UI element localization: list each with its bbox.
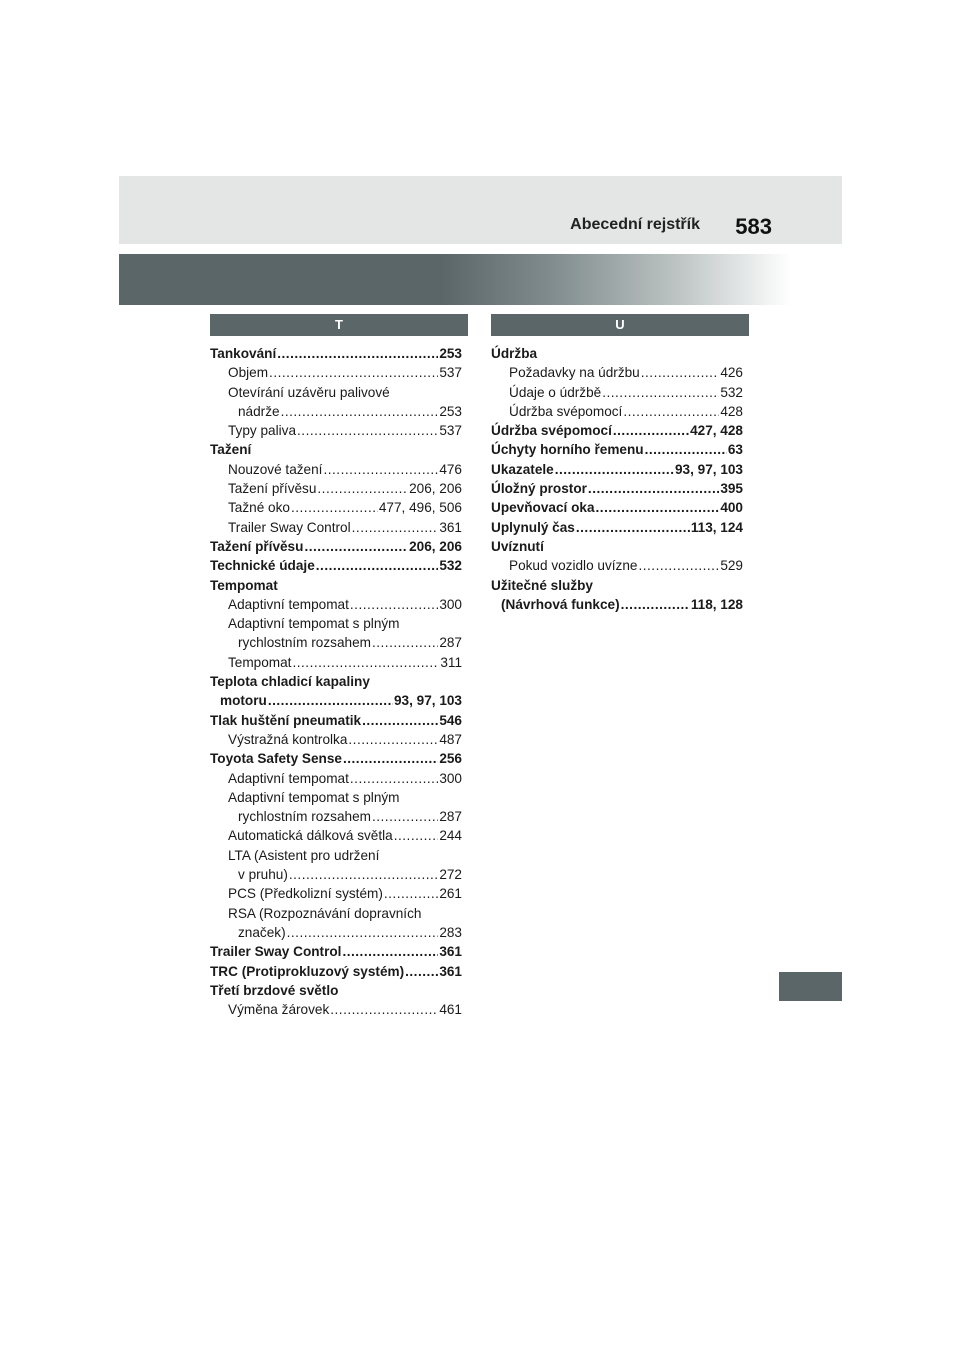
index-entry-label: Adaptivní tempomat [228, 596, 349, 612]
index-entry-label: Třetí brzdové světlo [210, 982, 339, 998]
index-entry [210, 363, 462, 382]
index-entry-label: Otevírání uzávěru palivové [228, 384, 390, 400]
index-entry-label: Technické údaje [210, 558, 315, 574]
thumb-index-tab [779, 972, 842, 1001]
index-entry-label: Tažení přívěsu [210, 538, 304, 554]
dot-leader [638, 556, 719, 575]
index-entry [210, 826, 462, 845]
index-entry-label: Uplynulý čas [491, 519, 575, 535]
index-entry-label: Užitečné služby [491, 577, 593, 593]
dot-leader [289, 865, 438, 884]
index-entry-page: 300 [439, 596, 462, 612]
dot-leader [281, 402, 439, 421]
index-entry-page: 361 [439, 519, 462, 535]
index-entry-page: 426 [720, 365, 743, 381]
index-entry-label: v pruhu) [238, 867, 288, 883]
index-entry [210, 923, 462, 942]
index-entry-label: Tažení [210, 442, 252, 458]
index-entry [210, 537, 462, 556]
index-entry-label: nádrže [238, 403, 280, 419]
index-entry-page: 283 [439, 924, 462, 940]
index-entry [210, 440, 462, 459]
index-entry-page: 256 [439, 751, 462, 767]
index-entry-page: 118, 128 [690, 596, 743, 612]
index-entry-label: Údaje o údržbě [509, 384, 602, 400]
dot-leader [576, 518, 690, 537]
index-entry-label: Trailer Sway Control [210, 944, 342, 960]
dot-leader [291, 498, 378, 517]
index-entry [210, 421, 462, 440]
dot-leader [277, 344, 438, 363]
index-entry-page: 529 [720, 558, 743, 574]
index-entry [210, 383, 462, 402]
index-column-u [491, 344, 743, 614]
index-entry [210, 344, 462, 363]
index-entry [210, 942, 462, 961]
dot-leader [645, 440, 727, 459]
index-entry-label: Tlak huštění pneumatik [210, 712, 362, 728]
index-entry [210, 479, 462, 498]
index-entry [491, 595, 743, 614]
index-entry-label: Toyota Safety Sense [210, 751, 342, 767]
index-entry-page: 253 [439, 346, 462, 361]
dot-leader [292, 653, 439, 672]
index-entry-label: Údržba [491, 346, 538, 361]
index-entry-page: 537 [439, 365, 462, 381]
index-entry [210, 1000, 462, 1019]
section-letter-t: T [210, 314, 468, 336]
dot-leader [287, 923, 439, 942]
index-entry-page: 487 [439, 731, 462, 747]
dot-leader [350, 769, 438, 788]
index-entry-page: 206, 206 [409, 538, 462, 554]
index-entry-label: Údržba svépomocí [491, 423, 612, 439]
index-entry-page: 427, 428 [690, 423, 743, 439]
index-entry-page: 395 [720, 481, 743, 497]
index-entry-page: 253 [439, 403, 462, 419]
index-entry [210, 865, 462, 884]
index-entry [210, 614, 462, 633]
index-entry-page: 63 [727, 442, 743, 458]
dot-leader [602, 383, 719, 402]
dot-leader [372, 633, 438, 652]
index-entry-label: Pokud vozidlo uvízne [509, 558, 638, 574]
index-entry [210, 807, 462, 826]
index-entry [210, 402, 462, 421]
index-entry [491, 344, 743, 363]
index-entry [491, 537, 743, 556]
dot-leader [348, 730, 438, 749]
index-column-t [210, 344, 462, 1019]
index-entry-page: 428 [720, 403, 743, 419]
index-entry-page: 93, 97, 103 [674, 461, 743, 477]
index-entry [210, 711, 462, 730]
index-entry-label: Automatická dálková světla [228, 828, 393, 844]
index-entry-label: LTA (Asistent pro udržení [228, 847, 380, 863]
section-letter-u: U [491, 314, 749, 336]
index-entry-page: 361 [439, 963, 462, 979]
index-entry [210, 788, 462, 807]
index-entry-page: 400 [720, 500, 743, 516]
dot-leader [384, 884, 438, 903]
index-entry-page: 311 [440, 654, 462, 670]
index-entry-label: Výstražná kontrolka [228, 731, 348, 747]
index-entry [210, 962, 462, 981]
index-entry [210, 595, 462, 614]
index-entry-page: 361 [439, 944, 462, 960]
index-entry-label: Údržba svépomocí [509, 403, 623, 419]
index-entry-page: 113, 124 [690, 519, 743, 535]
index-entry-label: Ukazatele [491, 461, 554, 477]
index-entry [210, 981, 462, 1000]
index-entry-label: Tankování [210, 346, 277, 361]
dot-leader [623, 402, 719, 421]
index-entry [210, 846, 462, 865]
index-entry [491, 421, 743, 440]
index-entry-label: PCS (Předkolizní systém) [228, 886, 383, 902]
index-entry [210, 556, 462, 575]
index-entry [210, 691, 462, 710]
index-entry [210, 653, 462, 672]
index-entry-label: Tempomat [210, 577, 278, 593]
index-entry-page: 477, 496, 506 [378, 500, 462, 516]
index-entry-page: 287 [439, 635, 462, 651]
decorative-band [119, 254, 791, 305]
index-entry-label: Požadavky na údržbu [509, 365, 640, 381]
dot-leader [596, 498, 720, 517]
index-entry-page: 546 [439, 712, 462, 728]
index-entry-label: rychlostním rozsahem [238, 809, 371, 825]
dot-leader [555, 460, 674, 479]
dot-leader [268, 691, 393, 710]
index-entry [210, 576, 462, 595]
index-entry [210, 749, 462, 768]
index-entry [491, 383, 743, 402]
index-entry-label: (Návrhová funkce) [501, 596, 620, 612]
index-entry-page: 300 [439, 770, 462, 786]
dot-leader [362, 711, 438, 730]
index-entry [491, 576, 743, 595]
dot-leader [394, 826, 439, 845]
dot-leader [269, 363, 438, 382]
index-entry [491, 460, 743, 479]
index-entry [491, 556, 743, 575]
section-title: Abecední rejstřík [570, 216, 700, 233]
index-entry-label: Nouzové tažení [228, 461, 323, 477]
index-entry-page: 272 [439, 867, 462, 883]
index-entry-label: Tažné oko [228, 500, 290, 516]
dot-leader [323, 460, 438, 479]
index-entry-page: 476 [439, 461, 462, 477]
dot-leader [342, 942, 438, 961]
index-entry [210, 460, 462, 479]
index-entry-label: RSA (Rozpoznávání dopravních [228, 905, 422, 921]
index-entry [210, 633, 462, 652]
dot-leader [352, 518, 439, 537]
index-entry-page: 287 [439, 809, 462, 825]
dot-leader [316, 556, 439, 575]
dot-leader [297, 421, 438, 440]
dot-leader [588, 479, 719, 498]
index-entry-page: 532 [439, 558, 462, 574]
index-entry [210, 769, 462, 788]
index-entry-page: 261 [439, 886, 462, 902]
index-entry [210, 518, 462, 537]
page-number: 583 [735, 214, 772, 239]
index-entry [491, 402, 743, 421]
dot-leader [350, 595, 438, 614]
index-entry [210, 904, 462, 923]
index-entry-label: Tempomat [228, 654, 292, 670]
index-entry-label: Adaptivní tempomat [228, 770, 349, 786]
index-entry-label: Úložný prostor [491, 481, 587, 497]
dot-leader [621, 595, 690, 614]
index-entry-label: Typy paliva [228, 423, 297, 439]
index-entry-label: Upevňovací oka [491, 500, 595, 516]
index-entry-label: Teplota chladicí kapaliny [210, 674, 370, 690]
index-entry-page: 537 [439, 423, 462, 439]
index-entry-label: Výměna žárovek [228, 1002, 330, 1018]
index-entry [491, 498, 743, 517]
index-entry-label: motoru [220, 693, 267, 709]
index-entry-page: 461 [439, 1002, 462, 1018]
index-entry [491, 440, 743, 459]
dot-leader [304, 537, 408, 556]
index-entry [491, 518, 743, 537]
index-entry-label: značek) [238, 924, 286, 940]
index-entry-page: 93, 97, 103 [393, 693, 462, 709]
index-entry [210, 498, 462, 517]
dot-leader [641, 363, 720, 382]
dot-leader [330, 1000, 438, 1019]
index-entry [491, 479, 743, 498]
index-entry-page: 532 [720, 384, 743, 400]
dot-leader [613, 421, 689, 440]
index-entry-label: Adaptivní tempomat s plným [228, 616, 400, 632]
index-entry-label: Uvíznutí [491, 538, 544, 554]
index-entry-label: Objem [228, 365, 269, 381]
dot-leader [317, 479, 408, 498]
index-entry-page: 244 [439, 828, 462, 844]
dot-leader [372, 807, 438, 826]
index-entry-page: 206, 206 [409, 481, 462, 497]
index-entry-label: Úchyty horního řemenu [491, 442, 644, 458]
index-entry [491, 363, 743, 382]
index-entry [210, 730, 462, 749]
dot-leader [343, 749, 438, 768]
index-entry [210, 672, 462, 691]
index-entry-label: Trailer Sway Control [228, 519, 351, 535]
index-entry [210, 884, 462, 903]
dot-leader [405, 962, 438, 981]
index-entry-label: Adaptivní tempomat s plným [228, 789, 400, 805]
index-entry-label: rychlostním rozsahem [238, 635, 371, 651]
index-entry-label: TRC (Protiprokluzový systém) [210, 963, 405, 979]
page-header [119, 176, 842, 244]
index-entry-label: Tažení přívěsu [228, 481, 317, 497]
